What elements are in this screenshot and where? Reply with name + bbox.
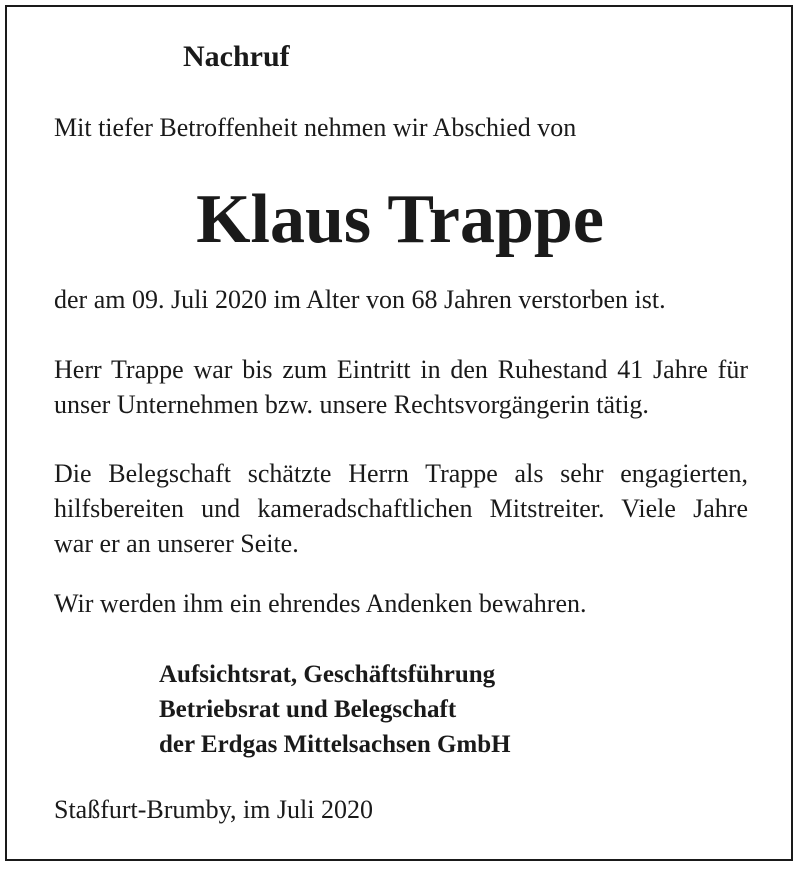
remembrance-text: Wir werden ihm ein ehrendes Andenken bewahren. — [54, 589, 587, 618]
signatory-line: Aufsichtsrat, Geschäftsführung — [159, 661, 496, 688]
tribute-paragraph — [54, 456, 748, 561]
intro-text: Mit tiefer Betroffenheit nehmen wir Abschied von — [54, 113, 577, 142]
notice-title: Nachruf — [183, 40, 290, 73]
signatory-line: Betriebsrat und Belegschaft — [159, 696, 457, 723]
death-date-text: der am 09. Juli 2020 im Alter von 68 Jahren verstorben ist. — [54, 285, 666, 314]
service-line: Herr Trappe war bis zum Eintritt in den Ruhestand 41 Jahre für — [54, 355, 748, 384]
service-paragraph — [54, 352, 748, 422]
deceased-name: Klaus Trappe — [196, 181, 604, 258]
place-date: Staßfurt-Brumby, im Juli 2020 — [54, 795, 373, 824]
tribute-line: war er an unserer Seite. — [54, 529, 299, 558]
signatory-line: der Erdgas Mittelsachsen GmbH — [159, 731, 511, 758]
service-line: unser Unternehmen bzw. unsere Rechtsvorgängerin tätig. — [54, 390, 649, 419]
tribute-line: hilfsbereiten und kameradschaftlichen Mitstreiter. Viele Jahre — [54, 494, 748, 523]
signatories-block — [159, 657, 511, 762]
tribute-line: Die Belegschaft schätzte Herrn Trappe als sehr engagierten, — [54, 459, 748, 488]
